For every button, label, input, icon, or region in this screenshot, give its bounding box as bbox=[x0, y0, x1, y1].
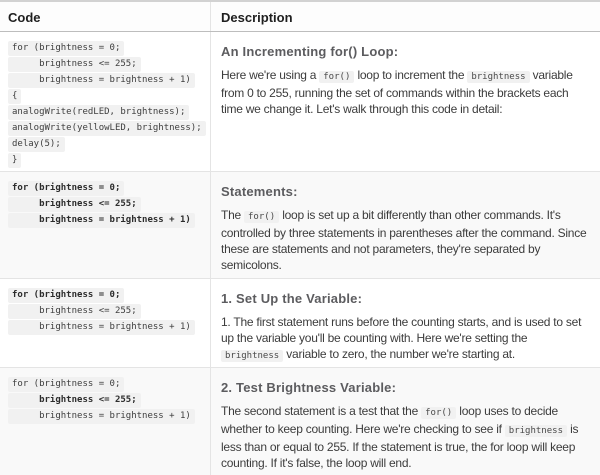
description-heading: 2. Test Brightness Variable: bbox=[221, 380, 397, 395]
paragraph-text: loop to increment the bbox=[354, 68, 468, 82]
description-heading: An Incrementing for() Loop: bbox=[221, 44, 399, 59]
table-row bbox=[0, 279, 600, 368]
paragraph-text: loop uses to decide whether to keep counting. Here we're checking to see if bbox=[221, 404, 558, 436]
code-text: { bbox=[8, 89, 21, 104]
paragraph-text: The second statement is a test that the bbox=[221, 404, 422, 418]
code-text: brightness = brightness + 1) bbox=[8, 213, 195, 228]
code-line bbox=[8, 304, 207, 320]
code-line bbox=[8, 73, 207, 89]
code-cell bbox=[0, 368, 210, 475]
paragraph-text: variable to zero, the number we're starting at. bbox=[283, 347, 515, 361]
code-line bbox=[8, 57, 207, 73]
code-text: delay(5); bbox=[8, 137, 65, 152]
code-cell bbox=[0, 279, 210, 367]
table-row bbox=[0, 368, 600, 475]
inline-code: brightness bbox=[467, 71, 529, 83]
code-line bbox=[8, 105, 207, 121]
code-text: brightness <= 255; bbox=[8, 304, 141, 319]
code-text: for (brightness = 0; bbox=[8, 288, 124, 303]
code-text: } bbox=[8, 153, 21, 168]
description-paragraph bbox=[221, 314, 587, 364]
code-line bbox=[8, 153, 207, 169]
code-text: analogWrite(redLED, brightness); bbox=[8, 105, 189, 120]
inline-code: brightness bbox=[505, 425, 567, 437]
code-line bbox=[8, 181, 207, 197]
code-line bbox=[8, 393, 207, 409]
paragraph-text: variable from 0 to 255, running the set of commands within the brackets each time we change it. Let's walk through this code in detail: bbox=[221, 68, 573, 116]
code-line bbox=[8, 320, 207, 336]
column-header-description: Description bbox=[210, 2, 600, 31]
code-line bbox=[8, 137, 207, 153]
paragraph-text: Here we're using a bbox=[221, 68, 320, 82]
code-line bbox=[8, 197, 207, 213]
description-paragraph bbox=[221, 67, 587, 117]
inline-code: for() bbox=[319, 71, 354, 83]
inline-code: for() bbox=[244, 211, 279, 223]
code-cell bbox=[0, 172, 210, 278]
code-cell bbox=[0, 32, 210, 171]
code-text: brightness <= 255; bbox=[8, 57, 141, 72]
description-cell bbox=[210, 32, 600, 171]
code-line bbox=[8, 121, 207, 137]
column-header-code: Code bbox=[8, 10, 41, 25]
code-line bbox=[8, 41, 207, 57]
code-text: brightness = brightness + 1) bbox=[8, 320, 195, 335]
description-cell bbox=[210, 368, 600, 475]
code-line bbox=[8, 288, 207, 304]
paragraph-text: 1. The first statement runs before the counting starts, and is used to set up the variable you'll be counting with. Here we're setting the bbox=[221, 315, 582, 345]
code-line bbox=[8, 89, 207, 105]
code-text: for (brightness = 0; bbox=[8, 41, 124, 56]
paragraph-text: loop is set up a bit differently than other commands. It's controlled by three statements in parentheses after the command. Since these are statements and not parameters, they're separated by semicolons. bbox=[221, 208, 587, 272]
description-paragraph bbox=[221, 403, 587, 471]
description-paragraph bbox=[221, 207, 587, 273]
paragraph-text: The bbox=[221, 208, 245, 222]
code-text: brightness = brightness + 1) bbox=[8, 73, 195, 88]
code-line bbox=[8, 213, 207, 229]
table-header-row bbox=[0, 2, 600, 32]
paragraph-text: is less than or equal to 255. If the statement is true, the for loop will keep counting. If it's false, the loop will end. bbox=[221, 422, 579, 470]
code-text: brightness = brightness + 1) bbox=[8, 409, 195, 424]
code-text: for (brightness = 0; bbox=[8, 377, 124, 392]
code-text: analogWrite(yellowLED, brightness); bbox=[8, 121, 206, 136]
description-heading: Statements: bbox=[221, 184, 298, 199]
code-text: for (brightness = 0; bbox=[8, 181, 124, 196]
description-cell bbox=[210, 279, 600, 367]
table-row bbox=[0, 32, 600, 172]
table-row bbox=[0, 172, 600, 279]
code-line bbox=[8, 377, 207, 393]
code-line bbox=[8, 409, 207, 425]
code-text: brightness <= 255; bbox=[8, 393, 141, 408]
description-heading: 1. Set Up the Variable: bbox=[221, 291, 363, 306]
code-text: brightness <= 255; bbox=[8, 197, 141, 212]
inline-code: for() bbox=[421, 407, 456, 419]
inline-code: brightness bbox=[221, 350, 283, 362]
description-cell bbox=[210, 172, 600, 278]
